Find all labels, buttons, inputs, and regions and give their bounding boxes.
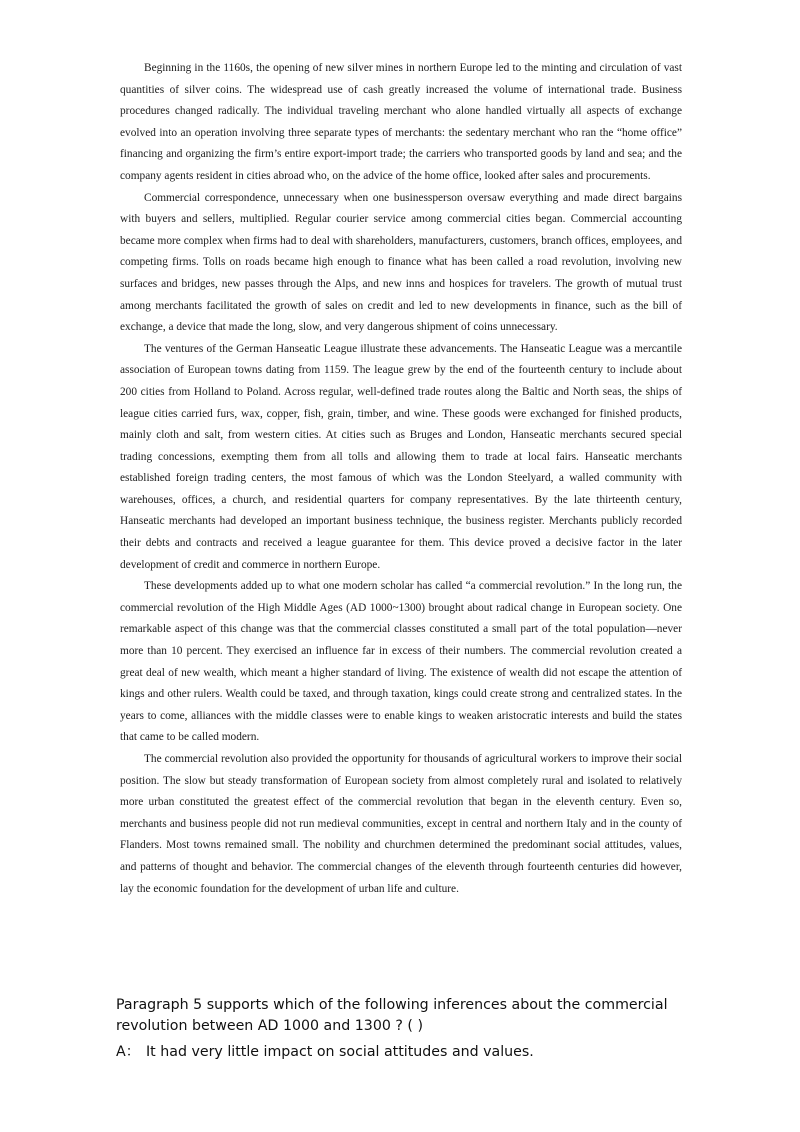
option-letter: A： xyxy=(116,1044,140,1060)
passage-paragraph-5: The commercial revolution also provided the opportunity for thousands of agricultural workers to improve their social position. The slow but steady transformation of European society from almost completely rural and isolated to relatively more urban constituted the greatest effect of the commercial revolution that began in the eleventh century. Even so, merchants and business people did not run medieval communities, except in central and northern Italy and in the county of Flanders. Most towns remained small. The nobility and churchmen determined the predominant social attitudes, values, and patterns of thought and behavior. The commercial changes of the eleventh through fourteenth centuries did however, lay the economic foundation for the development of urban life and culture. xyxy=(120,753,682,895)
passage-paragraph-3: The ventures of the German Hanseatic League illustrate these advancements. The Hanseatic League was a mercantile association of European towns dating from 1159. The league grew by the end of the fourteenth century to include about 200 cities from Holland to Poland. Across regular, well-defined trade routes along the Baltic and North seas, the ships of league cities carried furs, wax, copper, fish, grain, timber, and wine. These goods were exchanged for finished products, mainly cloth and salt, from western cities. At cities such as Bruges and London, Hanseatic merchants secured special trading concessions, exempting them from all tolls and allowing them to trade at local fairs. Hanseatic merchants established foreign trading centers, the most famous of which was the London Steelyard, a walled community with warehouses, offices, a church, and residential quarters for company representatives. By the late thirteenth century, Hanseatic merchants had developed an important business technique, the business register. Merchants publicly recorded their debts and contracts and received a league guarantee for them. This device proved a decisive factor in the later development of credit and commerce in northern Europe. xyxy=(120,342,682,571)
scanned-passage xyxy=(120,58,682,900)
option-text: It had very little impact on social attitudes and values. xyxy=(146,1044,534,1060)
answer-option-a[interactable] xyxy=(116,1042,716,1063)
passage-paragraph-2: Commercial correspondence, unnecessary when one businessperson oversaw everything and made direct bargains with buyers and sellers, multiplied. Regular courier service among commercial cities began. Commercial accounting became more complex when firms had to deal with shareholders, manufacturers, customers, branch offices, employees, and competing firms. Tolls on roads became high enough to finance what has been called a road revolution, involving new surfaces and bridges, new passes through the Alps, and new inns and hospices for travelers. The growth of mutual trust among merchants facilitated the growth of sales on credit and led to new developments in finance, such as the bill of exchange, a device that made the long, slow, and very dangerous shipment of coins unnecessary. xyxy=(120,191,682,334)
passage-paragraph-4: These developments added up to what one modern scholar has called “a commercial revolution.” In the long run, the commercial revolution of the High Middle Ages (AD 1000~1300) brought about radical change in European society. One remarkable aspect of this change was that the commercial classes constituted a small part of the total population—never more than 10 percent. They exercised an influence far in excess of their numbers. The commercial revolution created a great deal of new wealth, which meant a higher standard of living. The existence of wealth did not escape the attention of kings and other rulers. Wealth could be taxed, and through taxation, kings could create strong and centralized states. In the years to come, alliances with the middle classes were to enable kings to weaken aristocratic interests and build the states that came to be called modern. xyxy=(120,580,682,744)
passage-paragraph-1: Beginning in the 1160s, the opening of new silver mines in northern Europe led to the minting and circulation of vast quantities of silver coins. The widespread use of cash greatly increased the volume of international trade. Business procedures changed radically. The individual traveling merchant who alone handled virtually all aspects of exchange evolved into an operation involving three separate types of merchants: the sedentary merchant who ran the “home office” financing and organizing the firm’s entire export-import trade; the carriers who transported goods by land and sea; and the company agents resident in cities abroad who, on the advice of the home office, looked after sales and procurements. xyxy=(120,62,682,182)
question-stem: Paragraph 5 supports which of the following inferences about the commercial revolution between AD 1000 and 1300 ? ( ) xyxy=(116,997,668,1034)
